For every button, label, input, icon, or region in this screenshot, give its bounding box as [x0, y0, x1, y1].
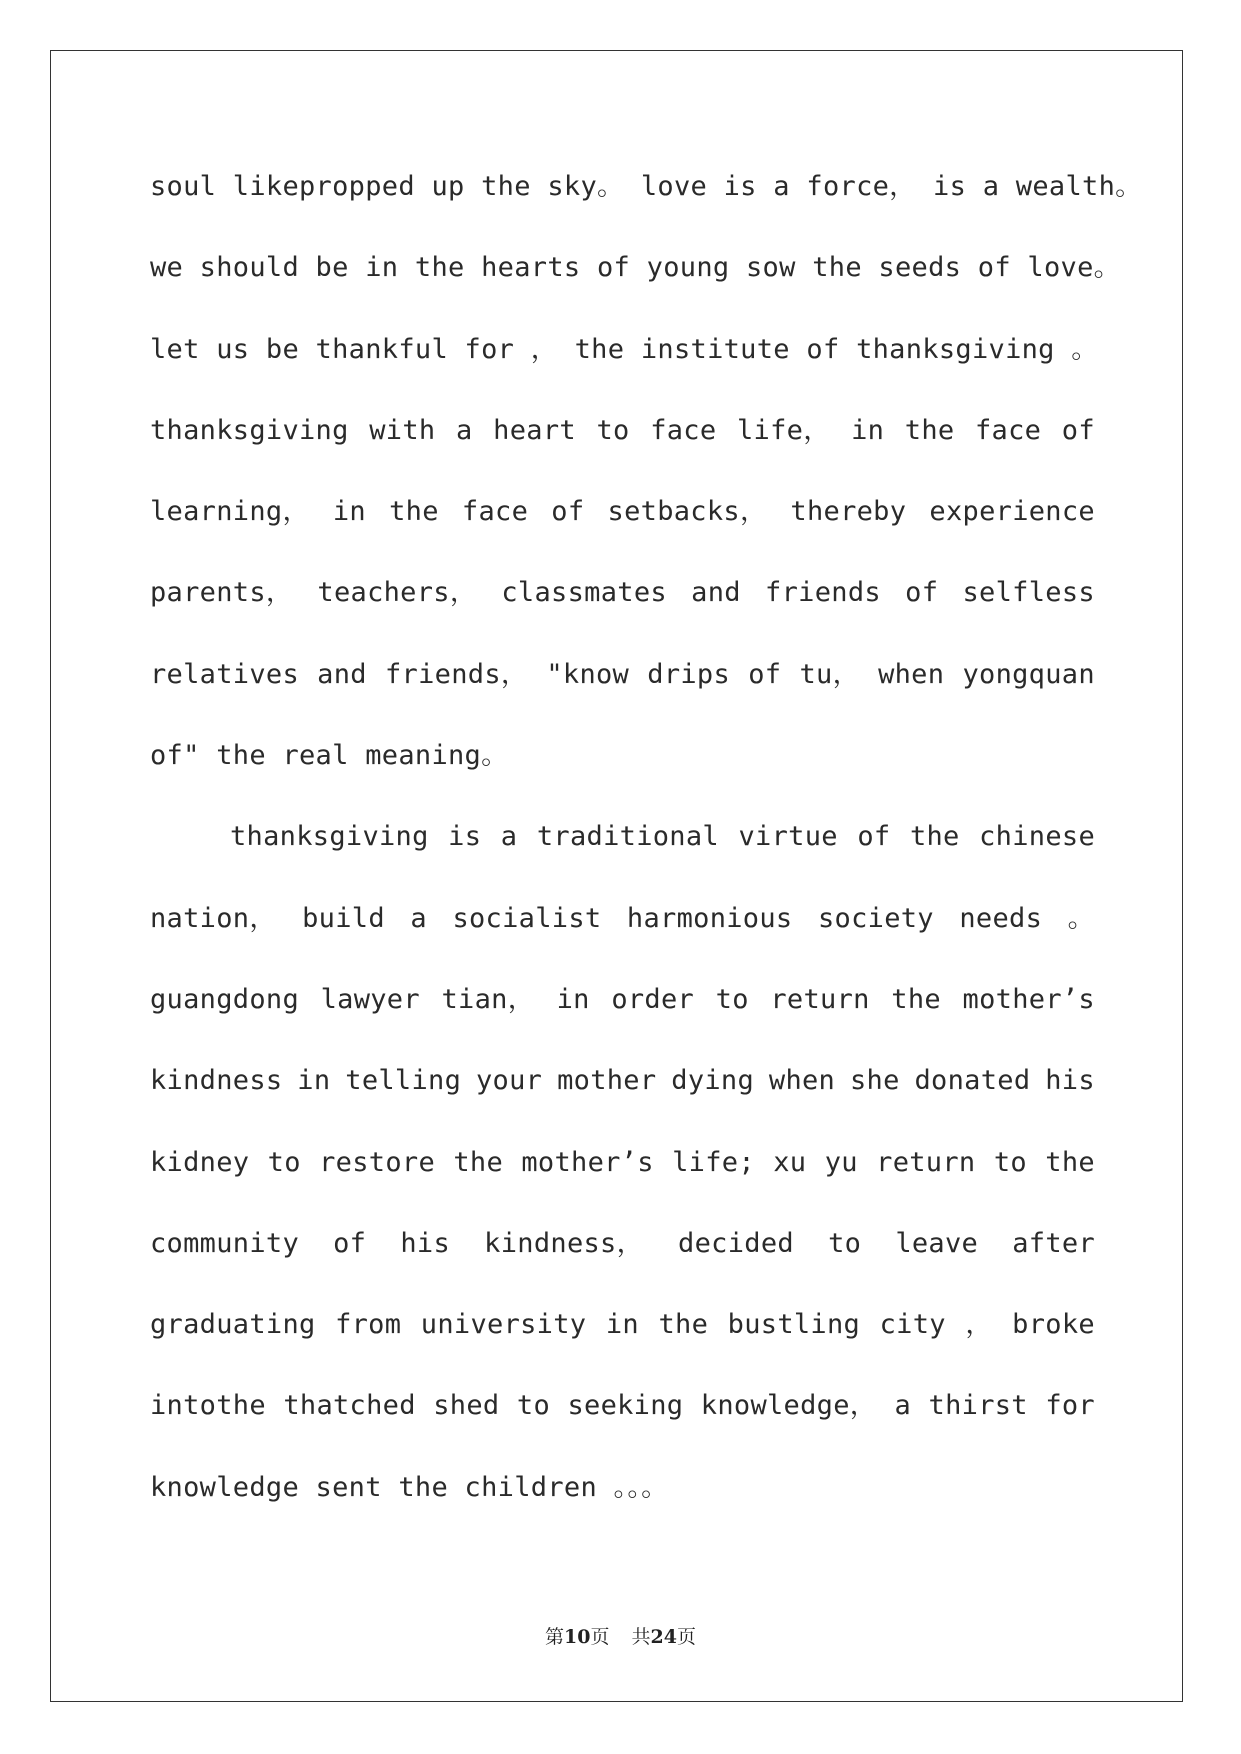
word: tian， [441, 983, 536, 1015]
text-line [150, 487, 1095, 568]
text-line: soul likepropped up the sky。 love is a force， is a wealth。 [150, 171, 1143, 202]
word: traditional [536, 821, 719, 853]
word: to [267, 1146, 301, 1178]
word: experience [929, 496, 1095, 528]
word: mother’s [521, 1146, 654, 1178]
page-footer [0, 1622, 1241, 1649]
word: to [516, 1390, 551, 1422]
word: "know [546, 658, 630, 690]
word: tu， [799, 658, 860, 690]
word: the [389, 496, 439, 528]
text-line: knowledge sent the children 。。。 [150, 1471, 669, 1503]
word: in [605, 1309, 639, 1341]
word: to [828, 1227, 862, 1259]
word: chinese [979, 821, 1095, 853]
word: in [556, 983, 590, 1015]
word: community [150, 1227, 299, 1259]
word: virtue [738, 821, 838, 853]
word: society [817, 902, 934, 934]
word: relatives [150, 658, 299, 690]
word: shed [433, 1390, 500, 1422]
word: thatched [283, 1390, 416, 1422]
word: a [410, 902, 427, 934]
word: and [317, 658, 367, 690]
word: kindness， [484, 1227, 644, 1259]
text-line [150, 1138, 1095, 1219]
text-line [150, 568, 1095, 649]
word: mother’s [962, 983, 1095, 1015]
word: restore [319, 1146, 436, 1178]
word: city [879, 1309, 946, 1341]
text-line [150, 1219, 1095, 1300]
word: intothe [150, 1390, 266, 1422]
word: thereby [790, 496, 907, 528]
text-line: we should be in the hearts of young sow the seeds of love。 [150, 252, 1121, 284]
word: harmonious [626, 902, 793, 934]
word: teachers， [317, 577, 478, 609]
page-current: 10 [564, 1626, 591, 1648]
word: to [596, 414, 630, 446]
text-line [150, 1300, 1095, 1381]
word: the [891, 983, 941, 1015]
word: is [448, 821, 482, 853]
word: thirst [928, 1390, 1028, 1422]
word: life; [672, 1146, 755, 1178]
text-line [150, 1381, 1095, 1462]
word: to [993, 1146, 1027, 1178]
word: the [658, 1309, 709, 1341]
word: kidney [150, 1146, 250, 1178]
word: thanksgiving [230, 821, 429, 853]
word: lawyer [320, 983, 420, 1015]
word: of [551, 496, 585, 528]
word: broke [1012, 1309, 1095, 1341]
word: guangdong [150, 983, 299, 1015]
text-line: let us be thankful for ， the institute of thanksgiving 。 [150, 333, 1099, 365]
word: seeking [567, 1390, 684, 1422]
word: face [975, 414, 1042, 446]
page-prefix: 第 [545, 1626, 565, 1648]
word: and [691, 577, 741, 609]
word: friends， [384, 658, 529, 690]
word: face [650, 414, 717, 446]
word: in [297, 1065, 331, 1097]
word: setbacks， [607, 496, 768, 528]
word: friends [765, 577, 881, 609]
page-total: 24 [650, 1626, 677, 1648]
total-prefix: 共 [631, 1626, 651, 1648]
word: graduating [150, 1309, 316, 1341]
word: leave [895, 1227, 979, 1259]
word: a [894, 1390, 912, 1422]
word: build [302, 902, 385, 934]
page-suffix: 页 [590, 1626, 610, 1648]
word: order [611, 983, 695, 1015]
word: kindness [150, 1065, 283, 1097]
word: in [332, 496, 366, 528]
word: a [500, 821, 518, 853]
word: after [1012, 1227, 1095, 1259]
word: with [369, 414, 436, 446]
word: when [768, 1065, 836, 1097]
word: knowledge， [700, 1390, 878, 1422]
word: from [335, 1309, 402, 1341]
text-line [150, 894, 1095, 975]
word: mother [557, 1065, 657, 1097]
paragraph-first-line [150, 812, 1095, 893]
word: xu [773, 1146, 807, 1178]
word: in [851, 414, 885, 446]
word: his [400, 1227, 451, 1259]
text-line [150, 406, 1095, 487]
word: decided [678, 1227, 794, 1259]
word: the [1045, 1146, 1095, 1178]
word: his [1045, 1065, 1095, 1097]
word: classmates [501, 577, 667, 609]
word: to [715, 983, 749, 1015]
word: of [905, 577, 939, 609]
word: life， [736, 414, 831, 446]
word: drips [647, 658, 731, 690]
word: 。 [1067, 902, 1095, 934]
word: when [878, 658, 945, 690]
word: the [909, 821, 960, 853]
total-suffix: 页 [676, 1626, 696, 1648]
document-body [150, 162, 1143, 1544]
word: ， [965, 1309, 993, 1341]
word: face [461, 496, 529, 528]
word: heart [493, 414, 576, 446]
word: yu [824, 1146, 858, 1178]
word: selfless [962, 577, 1095, 609]
word: of [748, 658, 782, 690]
text-line: of" the real meaning。 [150, 740, 509, 772]
word: the [453, 1146, 504, 1178]
text-line [150, 975, 1095, 1056]
word: the [904, 414, 955, 446]
word: thanksgiving [150, 414, 349, 446]
word: of [1061, 414, 1095, 446]
word: needs [959, 902, 1043, 934]
word: your [476, 1065, 543, 1097]
text-line [150, 1056, 1095, 1137]
word: return [770, 983, 870, 1015]
word: learning， [150, 496, 310, 528]
word: of [333, 1227, 367, 1259]
word: return [876, 1146, 976, 1178]
word: parents， [150, 577, 294, 609]
word: nation， [150, 902, 277, 934]
word: a [456, 414, 473, 446]
word: she [849, 1065, 900, 1097]
word: university [420, 1309, 587, 1341]
word: bustling [727, 1309, 861, 1341]
word: telling [345, 1065, 462, 1097]
word: of [857, 821, 891, 853]
word: socialist [452, 902, 602, 934]
word: yongquan [962, 658, 1095, 690]
text-line [150, 650, 1095, 731]
word: for [1045, 1390, 1095, 1422]
word: dying [671, 1065, 755, 1097]
word: donated [914, 1065, 1031, 1097]
